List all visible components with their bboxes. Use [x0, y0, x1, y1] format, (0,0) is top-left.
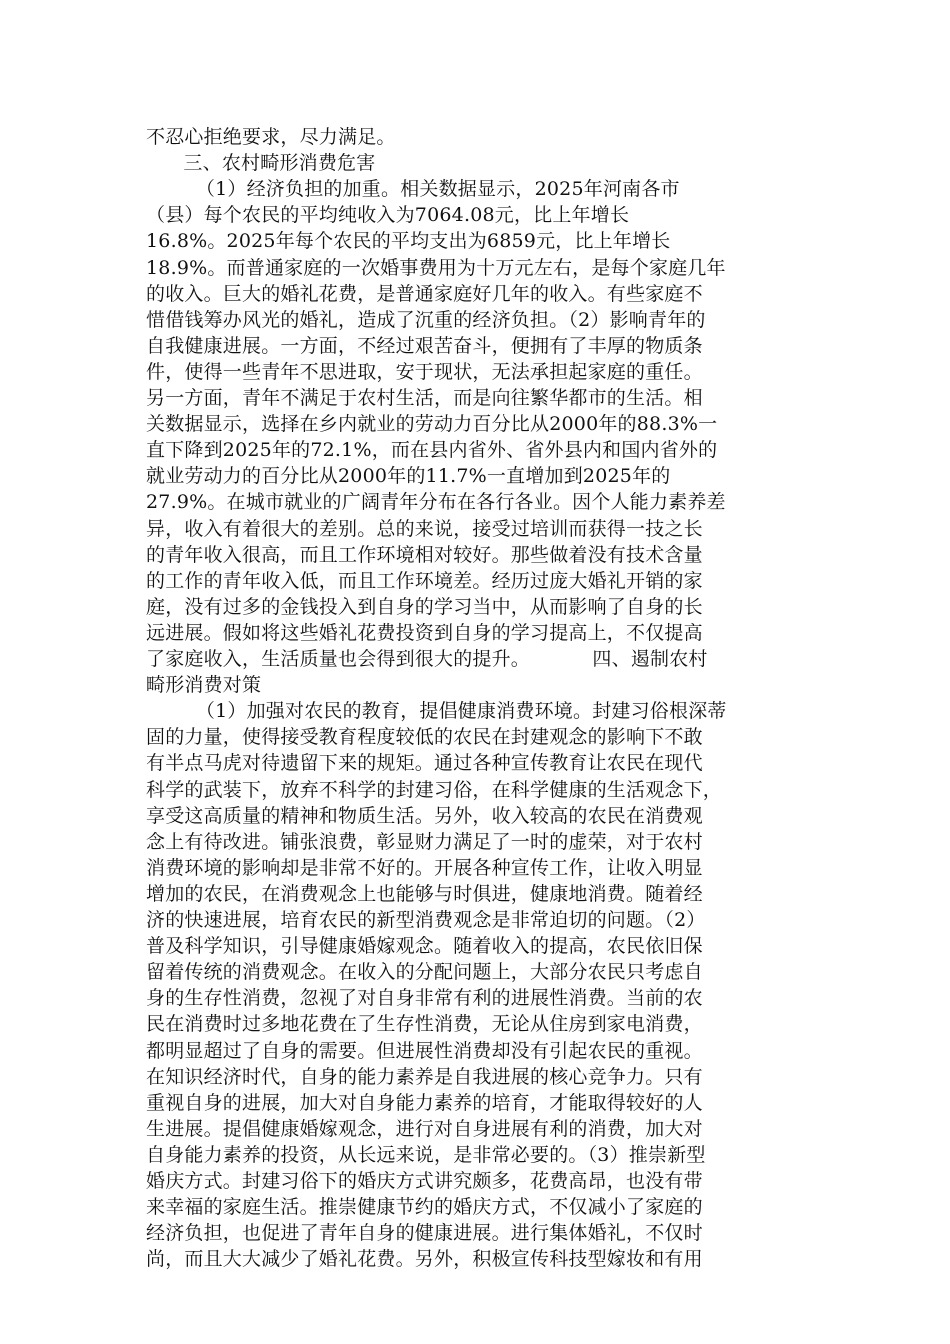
text-line: （县）每个农民的平均纯收入为7064.08元，比上年增长: [146, 204, 630, 227]
text-line: 念上有待改进。铺张浪费，彰显财力满足了一时的虚荣，对于农村: [146, 830, 703, 853]
text-line: 生进展。提倡健康婚嫁观念，进行对自身进展有利的消费，加大对: [146, 1117, 703, 1140]
text-line: 消费环境的影响却是非常不好的。开展各种宣传工作，让收入明显: [146, 856, 703, 879]
text-line: 来幸福的家庭生活。推崇健康节约的婚庆方式，不仅减小了家庭的: [146, 1196, 703, 1219]
text-line: 三、农村畸形消费危害: [146, 152, 376, 175]
text-line: 自我健康进展。一方面，不经过艰苦奋斗，便拥有了丰厚的物质条: [146, 334, 703, 357]
text-line: 留着传统的消费观念。在收入的分配问题上，大部分农民只考虑自: [146, 961, 703, 984]
text-line: 都明显超过了自身的需要。但进展性消费却没有引起农民的重视。: [146, 1039, 703, 1062]
text-line: 民在消费时过多地花费在了生存性消费，无论从住房到家电消费，: [146, 1013, 703, 1036]
text-line: （1）经济负担的加重。相关数据显示，2025年河南各市: [146, 178, 680, 201]
text-line: 另一方面，青年不满足于农村生活，而是向往繁华都市的生活。相: [146, 387, 703, 409]
text-line: 远进展。假如将这些婚礼花费投资到自身的学习提高上，不仅提高: [146, 621, 703, 644]
text-line: 不忍心拒绝要求，尽力满足。: [146, 126, 396, 148]
text-line: 27.9%。在城市就业的广阔青年分布在各行各业。因个人能力素养差: [146, 491, 726, 514]
text-line: （1）加强对农民的教育，提倡健康消费环境。封建习俗根深蒂: [146, 700, 727, 723]
text-line: 固的力量，使得接受教育程度较低的农民在封建观念的影响下不敢: [146, 726, 703, 749]
text-line: 惜借钱筹办风光的婚礼，造成了沉重的经济负担。（2）影响青年的: [146, 308, 706, 331]
text-line: 重视自身的进展，加大对自身能力素养的培育，才能取得较好的人: [146, 1091, 703, 1114]
text-line: 件，使得一些青年不思进取，安于现状，无法承担起家庭的重任。: [146, 360, 703, 383]
text-line: 的收入。巨大的婚礼花费，是普通家庭好几年的收入。有些家庭不: [146, 282, 703, 305]
text-line: 身的生存性消费，忽视了对自身非常有利的进展性消费。当前的农: [146, 987, 703, 1010]
text-line: 经济负担，也促进了青年自身的健康进展。进行集体婚礼，不仅时: [146, 1222, 703, 1245]
text-line: 增加的农民，在消费观念上也能够与时俱进，健康地消费。随着经: [146, 882, 703, 905]
text-line: 的青年收入很高，而且工作环境相对较好。那些做着没有技术含量: [146, 543, 703, 566]
text-line: 尚，而且大大减少了婚礼花费。另外，积极宣传科技型嫁妆和有用: [146, 1248, 703, 1271]
text-line: 畸形消费对策: [146, 674, 262, 697]
text-line: 18.9%。而普通家庭的一次婚事费用为十万元左右，是每个家庭几年: [146, 256, 726, 279]
text-line: 异，收入有着很大的差别。总的来说，接受过培训而获得一技之长: [146, 517, 703, 540]
text-line: 就业劳动力的百分比从2000年的11.7%一直增加到2025年的: [146, 465, 671, 488]
text-line: 关数据显示，选择在乡内就业的劳动力百分比从2000年的88.3%一: [146, 413, 718, 436]
text-line: 的工作的青年收入低，而且工作环境差。经历过庞大婚礼开销的家: [146, 569, 703, 592]
text-line: 直下降到2025年的72.1%，而在县内省外、省外县内和国内省外的: [146, 439, 718, 462]
text-line: 16.8%。2025年每个农民的平均支出为6859元，比上年增长: [146, 230, 671, 253]
text-line: 科学的武装下，放弃不科学的封建习俗，在科学健康的生活观念下，: [146, 778, 723, 801]
text-line: 济的快速进展，培育农民的新型消费观念是非常迫切的问题。（2）: [146, 909, 706, 931]
text-line: 庭，没有过多的金钱投入到自身的学习当中，从而影响了自身的长: [146, 595, 703, 618]
text-line: 婚庆方式。封建习俗下的婚庆方式讲究颇多，花费高昂，也没有带: [146, 1170, 703, 1192]
text-line: 在知识经济时代，自身的能力素养是自我进展的核心竞争力。只有: [146, 1065, 703, 1088]
text-line: 普及科学知识，引导健康婚嫁观念。随着收入的提高，农民依旧保: [146, 935, 703, 958]
text-line: 有半点马虎对待遗留下来的规矩。通过各种宣传教育让农民在现代: [146, 752, 703, 775]
text-line: 自身能力素养的投资，从长远来说，是非常必要的。（3）推崇新型: [146, 1143, 706, 1166]
text-line: 享受这高质量的精神和物质生活。另外，收入较高的农民在消费观: [146, 804, 703, 827]
text-line: 了家庭收入，生活质量也会得到很大的提升。 四、遏制农村: [146, 648, 708, 670]
